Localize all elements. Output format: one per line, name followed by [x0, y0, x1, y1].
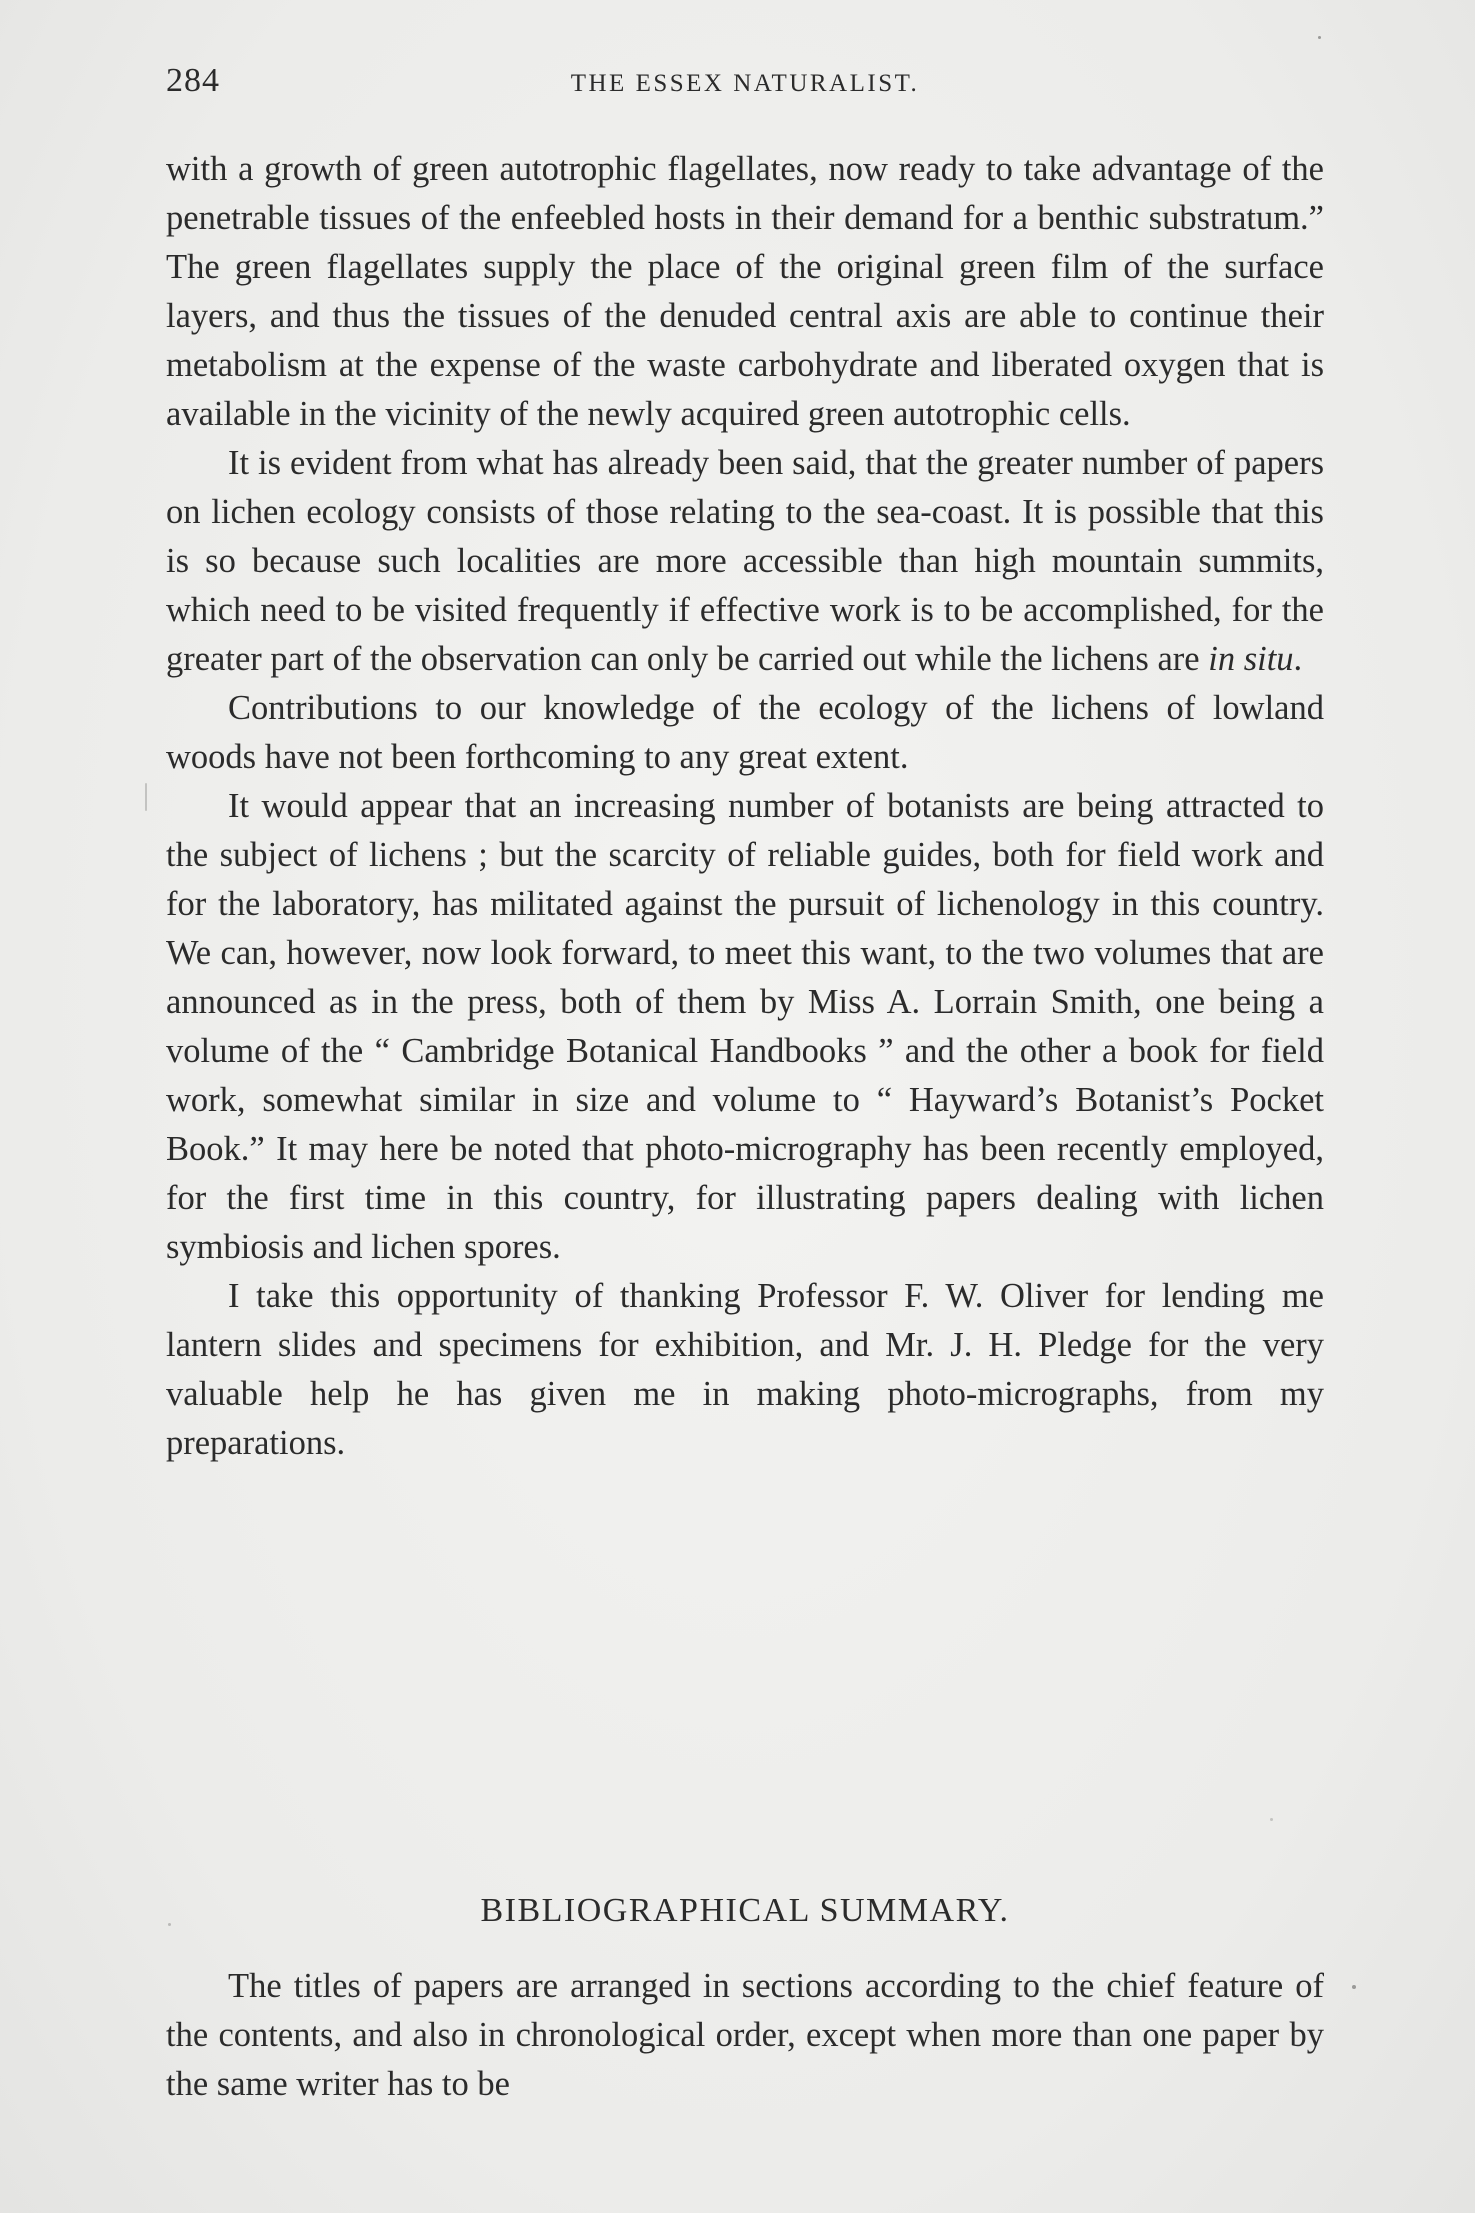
paper-speck: [1270, 1818, 1273, 1821]
paragraph-acknowledgements: I take this opportunity of thanking Professor F. W. Oliver for lending me lantern slides and specimens for exhibition, and Mr. J. H. Pledge for the very valuable help he has given me in making photo-micrographs, from my preparations.: [166, 1277, 1324, 1462]
paper-speck: [168, 1923, 171, 1926]
paragraph-sea-coast-end: .: [1293, 640, 1303, 678]
summary-paragraph: The titles of papers are arranged in sections according to the chief feature of the contents, and also in chronological order, except when more than one paper by the same writer has to be: [166, 1967, 1324, 2103]
paragraph-continuation: with a growth of green autotrophic flagellates, now ready to take advantage of the penetrable tissues of the enfeebled hosts in their demand for a benthic substratum.” The green flagellates supply the place of the original green film of the surface layers, and thus the tissues of the denuded central axis are able to continue their metabolism at the expense of the waste carbohydrate and liberated oxygen that is available in the vicinity of the newly acquired green autotrophic cells.: [166, 150, 1324, 433]
paragraph-sea-coast-text: It is evident from what has already been said, that the greater number of papers on lichen ecology consists of those relating to the sea-coast. It is possible that this is so because such localities are more accessible than high mountain summits, which need to be visited frequently if effective work is to be accomplished, for the greater part of the observation can only be carried out while the lichens are: [166, 444, 1324, 678]
paragraph-sea-coast: [166, 439, 1324, 684]
italic-in-situ: in situ: [1208, 640, 1294, 678]
paper-speck: [1352, 1985, 1356, 1989]
section-heading: BIBLIOGRAPHICAL SUMMARY.: [480, 1892, 1010, 1929]
paragraph-botanists: It would appear that an increasing number of botanists are being attracted to the subject of lichens ; but the scarcity of reliable guides, both for field work and for the laboratory, has militated against the pursuit of lichenology in this country. We can, however, now look forward, to meet this want, to the two volumes that are announced as in the press, both of them by Miss A. Lorrain Smith, one being a volume of the “ Cambridge Botanical Handbooks ” and the other a book for field work, somewhat similar in size and volume to “ Hayward’s Botanist’s Pocket Book.” It may here be noted that photo-micrography has been recently employed, for the first time in this country, for illustrating papers dealing with lichen symbiosis and lichen spores.: [166, 787, 1324, 1266]
paragraph-lowland-woods: Contributions to our knowledge of the ecology of the lichens of lowland woods have not been forthcoming to any great extent.: [166, 689, 1324, 776]
paper-speck: [145, 783, 147, 811]
body-text: [166, 145, 1324, 1468]
page-number: 284: [166, 62, 220, 99]
journal-title: THE ESSEX NATURALIST.: [570, 70, 920, 97]
running-head: [166, 62, 1324, 112]
paper-speck: [1318, 36, 1321, 39]
